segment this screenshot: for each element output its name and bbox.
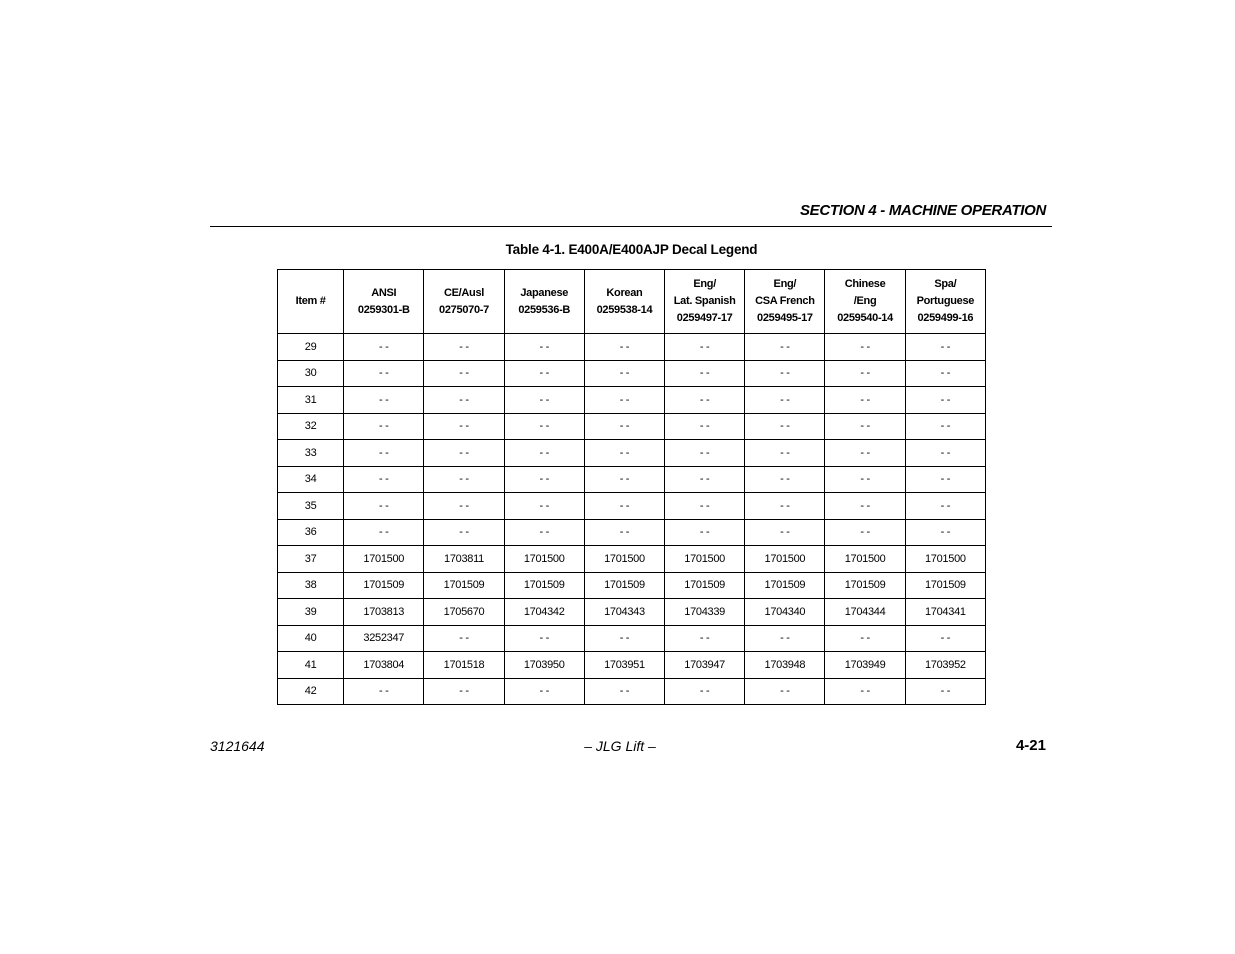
decal-number-cell: 1701500 <box>504 546 584 573</box>
decal-number-cell: - - <box>504 519 584 546</box>
decal-number-cell: - - <box>504 360 584 387</box>
decal-number-cell: - - <box>424 493 504 520</box>
page-number: 4-21 <box>1015 737 1046 754</box>
decal-number-cell: - - <box>584 334 664 361</box>
decal-number-cell: - - <box>665 625 745 652</box>
decal-number-cell: - - <box>584 493 664 520</box>
decal-number-cell: - - <box>504 440 584 467</box>
item-number-cell: 35 <box>278 493 344 520</box>
column-header-line: Lat. Spanish <box>673 295 736 307</box>
column-header-line: 0259497-17 <box>676 312 733 324</box>
column-header-line: CE/Ausl <box>443 286 485 299</box>
column-header-line: 0259301-B <box>357 303 410 316</box>
table-row <box>278 625 986 652</box>
decal-number-cell: - - <box>504 493 584 520</box>
column-header-line: Portuguese <box>916 295 975 307</box>
decal-number-cell: - - <box>424 678 504 705</box>
item-number-cell: 39 <box>278 599 344 626</box>
decal-number-cell: - - <box>825 678 905 705</box>
column-header-line: 0259538-14 <box>596 303 653 316</box>
document-number: 3121644 <box>210 738 265 754</box>
decal-number-cell: 1703951 <box>584 652 664 679</box>
decal-number-cell: - - <box>504 466 584 493</box>
decal-number-cell: - - <box>825 466 905 493</box>
column-header <box>905 270 985 334</box>
decal-number-cell: - - <box>745 519 825 546</box>
decal-number-cell: - - <box>344 519 424 546</box>
column-header-line: Korean <box>606 286 643 299</box>
decal-number-cell: 1703811 <box>424 546 504 573</box>
decal-number-cell: 1703950 <box>504 652 584 679</box>
decal-number-cell: - - <box>424 519 504 546</box>
decal-number-cell: 1701509 <box>424 572 504 599</box>
column-header <box>825 270 905 334</box>
decal-number-cell: - - <box>905 519 985 546</box>
decal-number-cell: - - <box>584 466 664 493</box>
decal-number-cell: - - <box>424 440 504 467</box>
decal-number-cell: - - <box>665 387 745 414</box>
item-number-cell: 36 <box>278 519 344 546</box>
decal-number-cell: 1701518 <box>424 652 504 679</box>
decal-number-cell: - - <box>905 360 985 387</box>
decal-number-cell: 1701509 <box>584 572 664 599</box>
decal-number-cell: - - <box>504 625 584 652</box>
item-number-cell: 40 <box>278 625 344 652</box>
decal-number-cell: - - <box>665 466 745 493</box>
column-header <box>278 270 344 334</box>
decal-number-cell: 1704341 <box>905 599 985 626</box>
table-row <box>278 599 986 626</box>
column-header-line: 0259540-14 <box>837 312 893 324</box>
header-divider <box>210 226 1052 227</box>
column-header <box>424 270 504 334</box>
decal-number-cell: 1701509 <box>504 572 584 599</box>
decal-number-cell: - - <box>745 413 825 440</box>
decal-number-cell: - - <box>504 387 584 414</box>
section-title: SECTION 4 - MACHINE OPERATION <box>799 202 1046 219</box>
decal-number-cell: 1701500 <box>665 546 745 573</box>
column-header <box>344 270 424 334</box>
decal-number-cell: - - <box>344 466 424 493</box>
decal-number-cell: - - <box>825 493 905 520</box>
decal-number-cell: - - <box>665 678 745 705</box>
column-header <box>745 270 825 334</box>
decal-number-cell: - - <box>584 625 664 652</box>
column-header <box>665 270 745 334</box>
column-header-line: Japanese <box>520 286 569 299</box>
item-number-cell: 32 <box>278 413 344 440</box>
decal-number-cell: - - <box>424 360 504 387</box>
item-number-cell: 29 <box>278 334 344 361</box>
decal-number-cell: 1704342 <box>504 599 584 626</box>
decal-number-cell: - - <box>905 334 985 361</box>
column-header-line: Chinese <box>844 278 886 290</box>
column-header-line: 0259536-B <box>518 303 571 316</box>
decal-number-cell: - - <box>665 413 745 440</box>
decal-number-cell: - - <box>344 360 424 387</box>
decal-number-cell: - - <box>665 360 745 387</box>
decal-number-cell: - - <box>504 413 584 440</box>
decal-number-cell: - - <box>745 466 825 493</box>
column-header-line: Item # <box>295 295 326 307</box>
table-row <box>278 652 986 679</box>
decal-number-cell: 3252347 <box>344 625 424 652</box>
decal-number-cell: - - <box>504 678 584 705</box>
decal-number-cell: - - <box>905 387 985 414</box>
table-row <box>278 519 986 546</box>
decal-number-cell: - - <box>584 678 664 705</box>
column-header-line: /Eng <box>853 295 877 307</box>
decal-number-cell: 1701500 <box>905 546 985 573</box>
table-caption: Table 4-1. E400A/E400AJP Decal Legend <box>505 242 758 257</box>
decal-number-cell: 1704339 <box>665 599 745 626</box>
decal-number-cell: - - <box>665 493 745 520</box>
decal-number-cell: - - <box>745 493 825 520</box>
decal-number-cell: - - <box>745 678 825 705</box>
decal-number-cell: - - <box>905 625 985 652</box>
decal-number-cell: - - <box>344 440 424 467</box>
decal-number-cell: - - <box>424 625 504 652</box>
decal-number-cell: 1701500 <box>344 546 424 573</box>
decal-number-cell: 1703952 <box>905 652 985 679</box>
item-number-cell: 31 <box>278 387 344 414</box>
decal-number-cell: - - <box>825 334 905 361</box>
column-header <box>504 270 584 334</box>
column-header-line: Spa/ <box>934 278 957 290</box>
decal-number-cell: - - <box>905 466 985 493</box>
decal-number-cell: 1701500 <box>825 546 905 573</box>
column-header-line: CSA French <box>755 295 815 307</box>
decal-number-cell: 1703804 <box>344 652 424 679</box>
decal-number-cell: - - <box>344 493 424 520</box>
item-number-cell: 30 <box>278 360 344 387</box>
footer-brand: – JLG Lift – <box>584 738 656 754</box>
column-header-line: ANSI <box>371 286 397 299</box>
decal-number-cell: 1704340 <box>745 599 825 626</box>
item-number-cell: 41 <box>278 652 344 679</box>
decal-number-cell: - - <box>905 440 985 467</box>
decal-number-cell: - - <box>344 678 424 705</box>
decal-number-cell: - - <box>665 334 745 361</box>
decal-number-cell: 1703813 <box>344 599 424 626</box>
decal-number-cell: - - <box>745 387 825 414</box>
item-number-cell: 37 <box>278 546 344 573</box>
decal-number-cell: - - <box>344 413 424 440</box>
decal-number-cell: 1701509 <box>825 572 905 599</box>
column-header-line: 0275070-7 <box>439 303 489 316</box>
decal-number-cell: - - <box>825 519 905 546</box>
table-row <box>278 678 986 705</box>
decal-number-cell: - - <box>584 440 664 467</box>
decal-number-cell: - - <box>504 334 584 361</box>
decal-number-cell: 1704343 <box>584 599 664 626</box>
decal-number-cell: 1703947 <box>665 652 745 679</box>
decal-number-cell: 1701509 <box>745 572 825 599</box>
decal-number-cell: - - <box>665 519 745 546</box>
table-row <box>278 440 986 467</box>
decal-number-cell: - - <box>825 387 905 414</box>
decal-number-cell: - - <box>905 678 985 705</box>
decal-number-cell: - - <box>424 413 504 440</box>
decal-number-cell: - - <box>825 413 905 440</box>
column-header-line: 0259499-16 <box>917 312 974 324</box>
column-header-line: 0259495-17 <box>757 312 813 324</box>
table-row <box>278 466 986 493</box>
table-row <box>278 493 986 520</box>
decal-number-cell: - - <box>424 466 504 493</box>
decal-number-cell: 1701500 <box>584 546 664 573</box>
decal-number-cell: 1701500 <box>745 546 825 573</box>
decal-number-cell: - - <box>825 440 905 467</box>
decal-number-cell: 1703948 <box>745 652 825 679</box>
decal-number-cell: 1701509 <box>665 572 745 599</box>
decal-number-cell: - - <box>745 334 825 361</box>
decal-number-cell: - - <box>905 413 985 440</box>
decal-number-cell: - - <box>584 360 664 387</box>
decal-number-cell: - - <box>424 387 504 414</box>
decal-number-cell: - - <box>344 334 424 361</box>
decal-number-cell: - - <box>745 440 825 467</box>
column-header-line: Eng/ <box>693 278 716 290</box>
decal-number-cell: - - <box>825 360 905 387</box>
decal-number-cell: - - <box>424 334 504 361</box>
table-body <box>278 334 986 705</box>
item-number-cell: 38 <box>278 572 344 599</box>
decal-number-cell: 1703949 <box>825 652 905 679</box>
decal-number-cell: - - <box>584 413 664 440</box>
decal-number-cell: - - <box>665 440 745 467</box>
decal-number-cell: 1705670 <box>424 599 504 626</box>
table-row <box>278 413 986 440</box>
item-number-cell: 33 <box>278 440 344 467</box>
item-number-cell: 42 <box>278 678 344 705</box>
table-row <box>278 387 986 414</box>
table-row <box>278 546 986 573</box>
table-row <box>278 334 986 361</box>
decal-number-cell: - - <box>905 493 985 520</box>
decal-legend-table <box>277 269 986 705</box>
decal-number-cell: - - <box>584 519 664 546</box>
decal-number-cell: 1701509 <box>344 572 424 599</box>
column-header-line: Eng/ <box>773 278 797 290</box>
table-header-row <box>278 270 986 334</box>
decal-number-cell: - - <box>344 387 424 414</box>
table-row <box>278 360 986 387</box>
decal-number-cell: - - <box>825 625 905 652</box>
decal-number-cell: - - <box>745 360 825 387</box>
decal-number-cell: - - <box>745 625 825 652</box>
decal-number-cell: 1704344 <box>825 599 905 626</box>
table-row <box>278 572 986 599</box>
column-header <box>584 270 664 334</box>
item-number-cell: 34 <box>278 466 344 493</box>
decal-number-cell: 1701509 <box>905 572 985 599</box>
decal-number-cell: - - <box>584 387 664 414</box>
